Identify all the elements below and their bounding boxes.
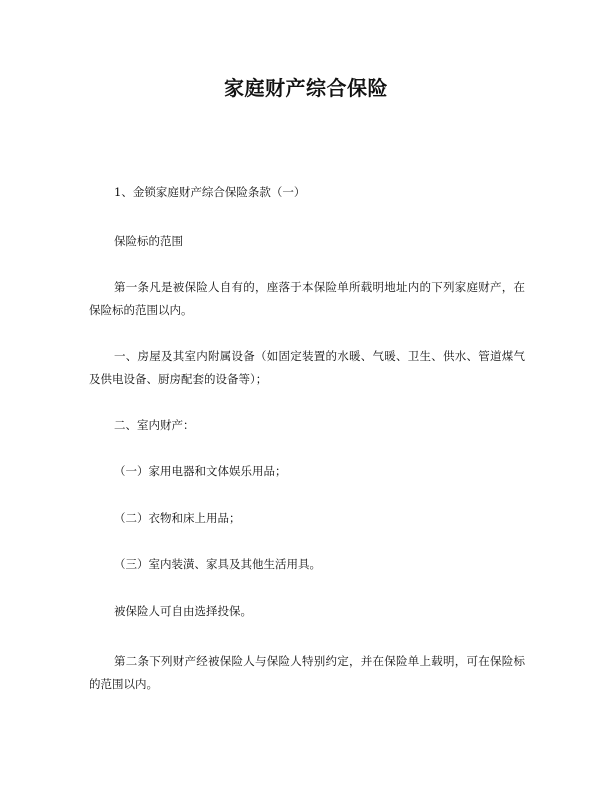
paragraph-subitem-2: （二）衣物和床上用品； <box>114 511 241 525</box>
paragraph-item-2: 二、室内财产： <box>114 418 195 432</box>
paragraph-item-1: 一、房屋及其室内附属设备（如固定装置的水暖、气暖、卫生、供水、管道煤气及供电设备、厨房配套的设备等）； <box>89 349 525 386</box>
paragraph-subitem-1: （一）家用电器和文体娱乐用品； <box>114 464 287 478</box>
paragraph-note: 被保险人可自由选择投保。 <box>114 604 252 618</box>
paragraph-section-heading: 保险标的范围 <box>114 234 183 248</box>
paragraph-clause-heading: 1、金锁家庭财产综合保险条款（一） <box>114 185 306 199</box>
document-title: 家庭财产综合保险 <box>224 76 388 100</box>
paragraph-subitem-3: （三）室内装潢、家具及其他生活用具。 <box>114 557 321 571</box>
paragraph-article-1: 第一条凡是被保险人自有的，座落于本保险单所载明地址内的下列家庭财产，在保险标的范围以内。 <box>89 280 525 317</box>
paragraph-article-2: 第二条下列财产经被保险人与保险人特别约定，并在保险单上载明，可在保险标的范围以内。 <box>89 654 525 691</box>
